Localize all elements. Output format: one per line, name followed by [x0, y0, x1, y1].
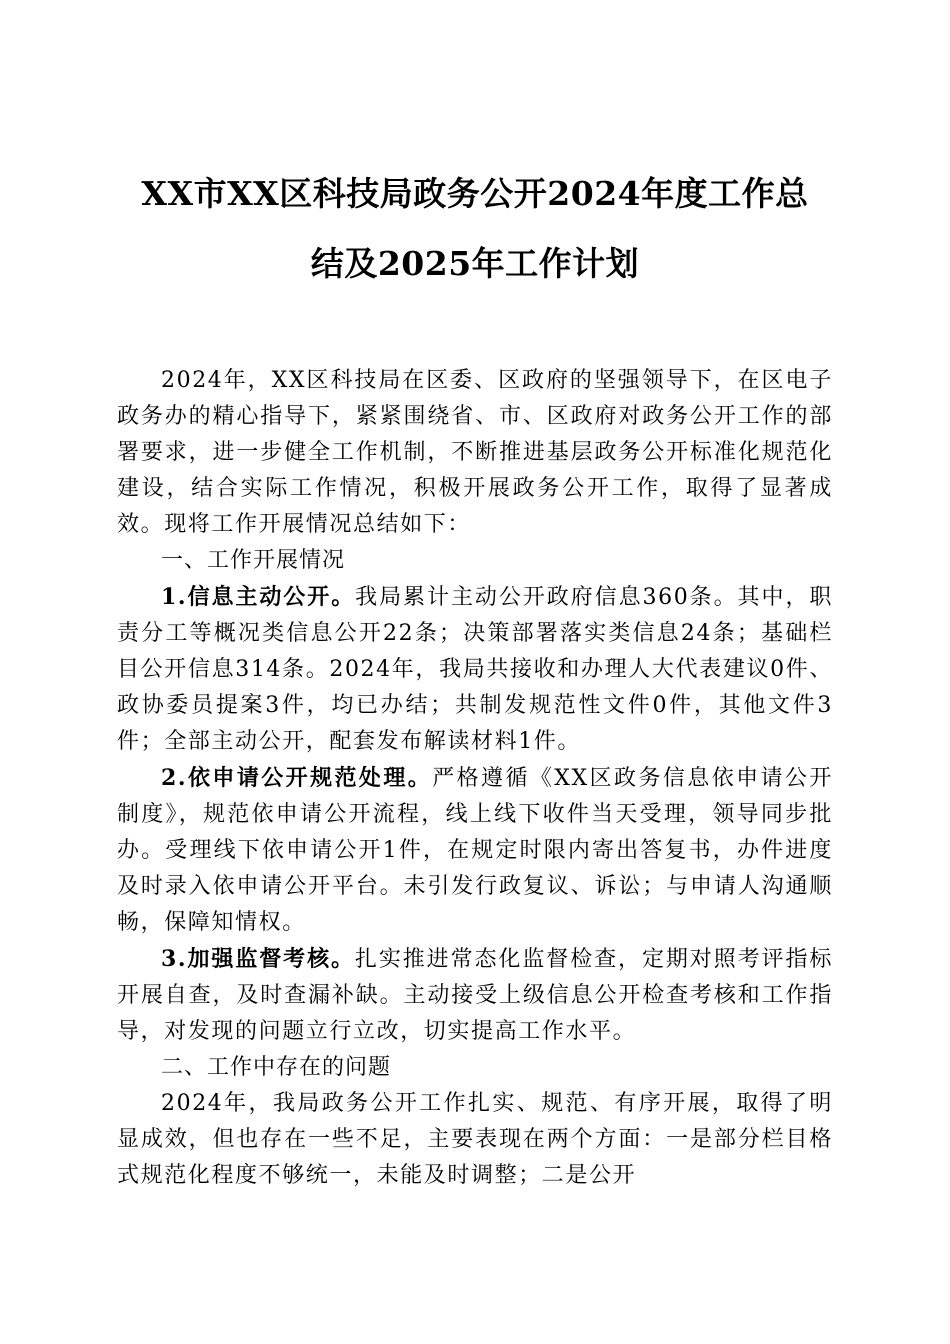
- item-2-lead: 2.依申请公开规范处理。: [161, 765, 433, 791]
- section-2-paragraph: 2024年，我局政务公开工作扎实、规范、有序开展，取得了明显成效，但也存在一些不足，主要表现在两个方面：一是部分栏目格式规范化程度不够统一，未能及时调整；二是公开: [117, 1091, 833, 1188]
- intro-paragraph: 2024年，XX区科技局在区委、区政府的坚强领导下，在区电子政务办的精心指导下，紧紧围绕省、市、区政府对政务公开工作的部署要求，进一步健全工作机制，不断推进基层政务公开标准化规范化建设，结合实际工作情况，积极开展政务公开工作，取得了显著成效。现将工作开展情况总结如下：: [117, 368, 833, 537]
- document-title-line-2: 结及2025年工作计划: [310, 244, 640, 283]
- item-3-text: 扎实推进常态化监督检查，定期对照考评指标开展自查，及时查漏补缺。主动接受上级信息公开检查考核和工作指导，对发现的问题立行立改，切实提高工作水平。: [117, 947, 833, 1044]
- item-3-lead: 3.加强监督考核。: [161, 946, 355, 972]
- section-1-item-3: [117, 941, 833, 1050]
- section-1-heading: 一、工作开展情况: [161, 548, 346, 573]
- section-2-heading: 二、工作中存在的问题: [161, 1055, 392, 1080]
- item-2-text: 严格遵循《XX区政务信息依申请公开制度》，规范依申请公开流程，线上线下收件当天受理，领导同步批办。受理线下依申请公开1件，在规定时限内寄出答复书，办件进度及时录入依申请公开平台。未引发行政复议、诉讼；与申请人沟通顺畅，保障知情权。: [117, 766, 833, 935]
- document-title-line-1: XX市XX区科技局政务公开2024年度工作总: [141, 174, 809, 213]
- document-body: [117, 363, 833, 1194]
- item-1-text: 我局累计主动公开政府信息360条。其中，职责分工等概况类信息公开22条；决策部署落实类信息24条；基础栏目公开信息314条。2024年，我局共接收和办理人大代表建议0件、政协委员提案3件，均已办结；共制发规范性文件0件，其他文件3件；全部主动公开，配套发布解读材料1件。: [117, 585, 834, 754]
- item-1-lead: 1.信息主动公开。: [161, 584, 356, 610]
- section-1-item-1: [117, 579, 833, 760]
- section-1-item-2: [117, 760, 833, 941]
